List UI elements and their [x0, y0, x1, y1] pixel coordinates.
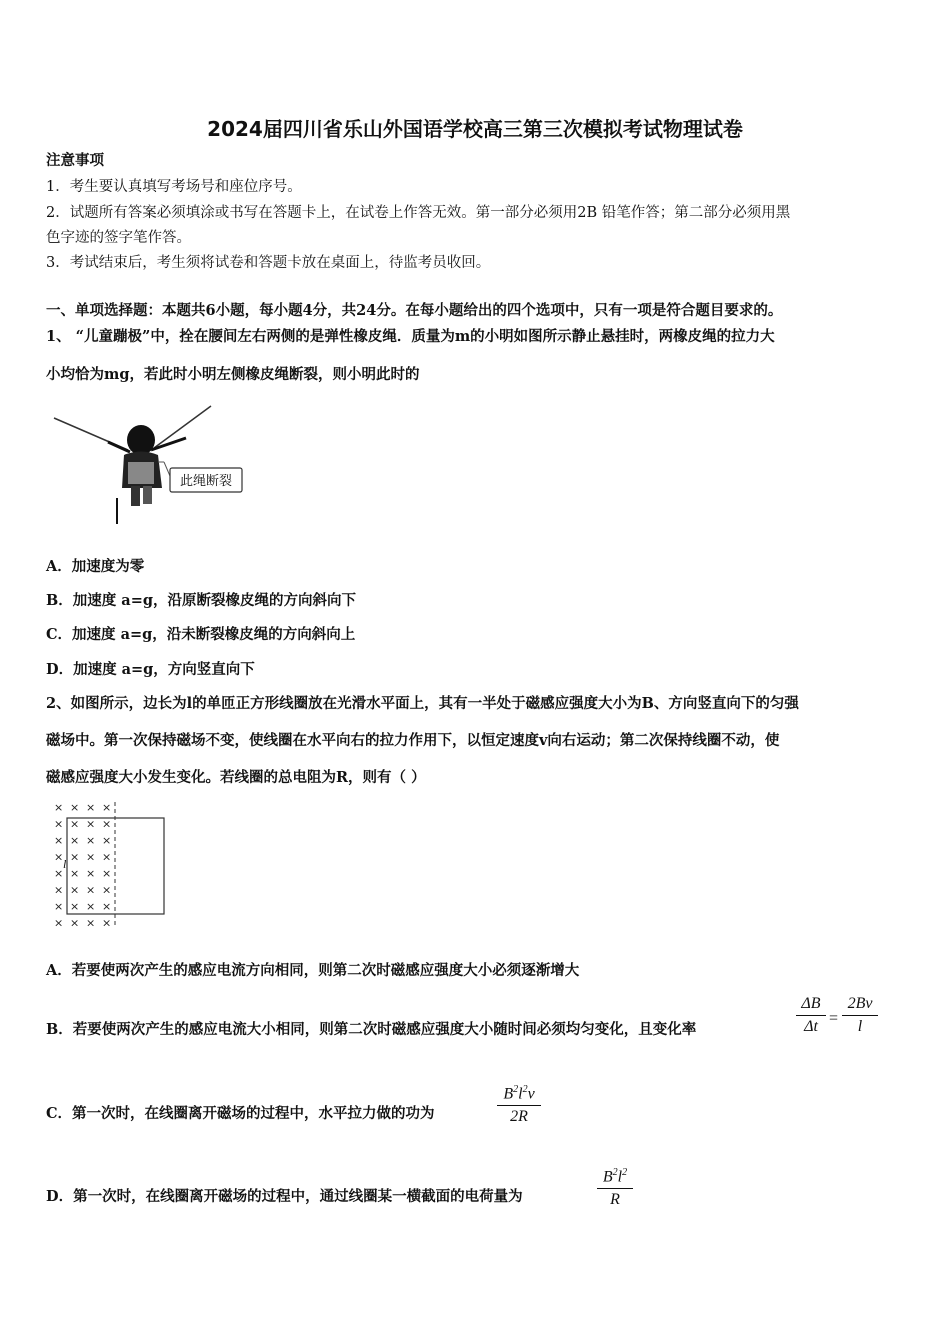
- q1-option-a: A．加速度为零: [46, 558, 145, 575]
- notice-item-1: 1．考生要认真填写考场号和座位序号。: [46, 179, 302, 195]
- field-cross: ×: [102, 850, 112, 864]
- field-cross: ×: [54, 801, 64, 814]
- field-cross: ×: [102, 883, 112, 897]
- q2-option-a: A．若要使两次产生的感应电流方向相同，则第二次时磁感应强度大小必须逐渐增大: [46, 962, 580, 979]
- q2-stem-line1: 2、如图所示，边长为l的单匝正方形线圈放在光滑水平面上，其有一半处于磁感应强度大小为B、方向竖直向下的匀强: [46, 695, 799, 712]
- field-cross: ×: [54, 834, 64, 847]
- frac-den: Δt: [804, 1018, 818, 1035]
- field-cross: ×: [86, 867, 96, 880]
- field-cross: ×: [54, 900, 64, 913]
- field-cross: ×: [54, 867, 64, 880]
- fraction-work: $B^2l^2v$ 2R: [497, 1080, 541, 1127]
- q1-option-d: D．加速度 a=g，方向竖直向下: [46, 661, 255, 678]
- q2-option-c: C．第一次时，在线圈离开磁场的过程中，水平拉力做的功为: [46, 1105, 435, 1122]
- field-cross: ×: [102, 817, 112, 831]
- field-cross: ×: [54, 916, 64, 930]
- side-length-label: l: [63, 857, 67, 871]
- fraction-dB-dt: [796, 994, 826, 1037]
- notice-item-2-cont: 色字迹的签字笔作答。: [46, 230, 191, 246]
- field-cross: ×: [86, 900, 96, 913]
- frac-den: R: [610, 1191, 620, 1209]
- field-cross: ×: [70, 883, 80, 897]
- frac-den: 2R: [510, 1108, 528, 1126]
- field-cross: ×: [70, 801, 80, 814]
- field-cross: ×: [102, 867, 112, 880]
- fraction-2Bv-l: [842, 994, 878, 1037]
- q2-option-d: D．第一次时，在线圈离开磁场的过程中，通过线圈某一横截面的电荷量为: [46, 1188, 523, 1205]
- field-cross: ×: [70, 867, 80, 880]
- q1-stem-line1: 1、 “儿童蹦极”中，拴在腰间左右两侧的是弹性橡皮绳．质量为m的小明如图所示静止悬挂时，两橡皮绳的拉力大: [46, 328, 775, 345]
- field-cross: ×: [70, 900, 80, 913]
- fraction-charge: $B^2l^2$ R: [597, 1163, 633, 1210]
- right-rope: [154, 406, 211, 448]
- field-cross: ×: [54, 817, 64, 831]
- child-head: [127, 425, 155, 455]
- field-cross: ×: [54, 883, 64, 897]
- q1-option-b: B．加速度 a=g，沿原断裂橡皮绳的方向斜向下: [46, 592, 356, 609]
- field-cross: ×: [86, 817, 96, 831]
- frac-den: l: [857, 1018, 863, 1035]
- field-cross: ×: [70, 850, 80, 864]
- notice-heading: 注意事项: [46, 152, 104, 169]
- equals-sign: =: [829, 1010, 839, 1027]
- field-cross: ×: [86, 883, 96, 897]
- field-cross: ×: [70, 834, 80, 847]
- field-cross: ×: [86, 850, 96, 864]
- frac-num: ΔB: [801, 995, 821, 1012]
- field-cross: ×: [102, 900, 112, 913]
- q2-option-b: B．若要使两次产生的感应电流大小相同，则第二次时磁感应强度大小随时间必须均匀变化，且变化率: [46, 1021, 697, 1038]
- field-cross: ×: [102, 834, 112, 847]
- field-cross: ×: [102, 801, 112, 814]
- field-cross: ×: [70, 916, 80, 930]
- q1-stem-line2: 小均恰为mg，若此时小明左侧橡皮绳断裂，则小明此时的: [46, 366, 420, 383]
- field-cross: ×: [86, 916, 96, 930]
- q2-stem-line3: 磁感应强度大小发生变化。若线圈的总电阻为R，则有（ ）: [46, 769, 426, 786]
- q1-option-c: C．加速度 a=g，沿未断裂橡皮绳的方向斜向上: [46, 626, 356, 643]
- q2-field-figure: [46, 798, 176, 934]
- q2-stem-line2: 磁场中。第一次保持磁场不变，使线圈在水平向右的拉力作用下，以恒定速度v向右运动；第二次保持线圈不动，使: [46, 732, 780, 749]
- section-heading: 一、单项选择题：本题共6小题，每小题4分，共24分。在每小题给出的四个选项中，只有一项是符合题目要求的。: [46, 302, 783, 319]
- field-cross: ×: [102, 916, 112, 930]
- notice-item-3: 3．考试结束后，考生须将试卷和答题卡放在桌面上，待监考员收回。: [46, 255, 491, 271]
- q1-bungee-figure: [46, 400, 256, 530]
- notice-item-2: 2．试题所有答案必须填涂或书写在答题卡上，在试卷上作答无效。第一部分必须用2B 铅笔作答；第二部分必须用黑: [46, 205, 791, 221]
- field-cross: ×: [86, 801, 96, 814]
- figure-label: 此绳断裂: [179, 474, 233, 489]
- field-cross: ×: [54, 850, 64, 864]
- field-cross: ×: [70, 817, 80, 831]
- field-cross: ×: [86, 834, 96, 847]
- frac-num: 2Bv: [847, 995, 873, 1012]
- exam-title: 2024届四川省乐山外国语学校高三第三次模拟考试物理试卷: [207, 117, 743, 141]
